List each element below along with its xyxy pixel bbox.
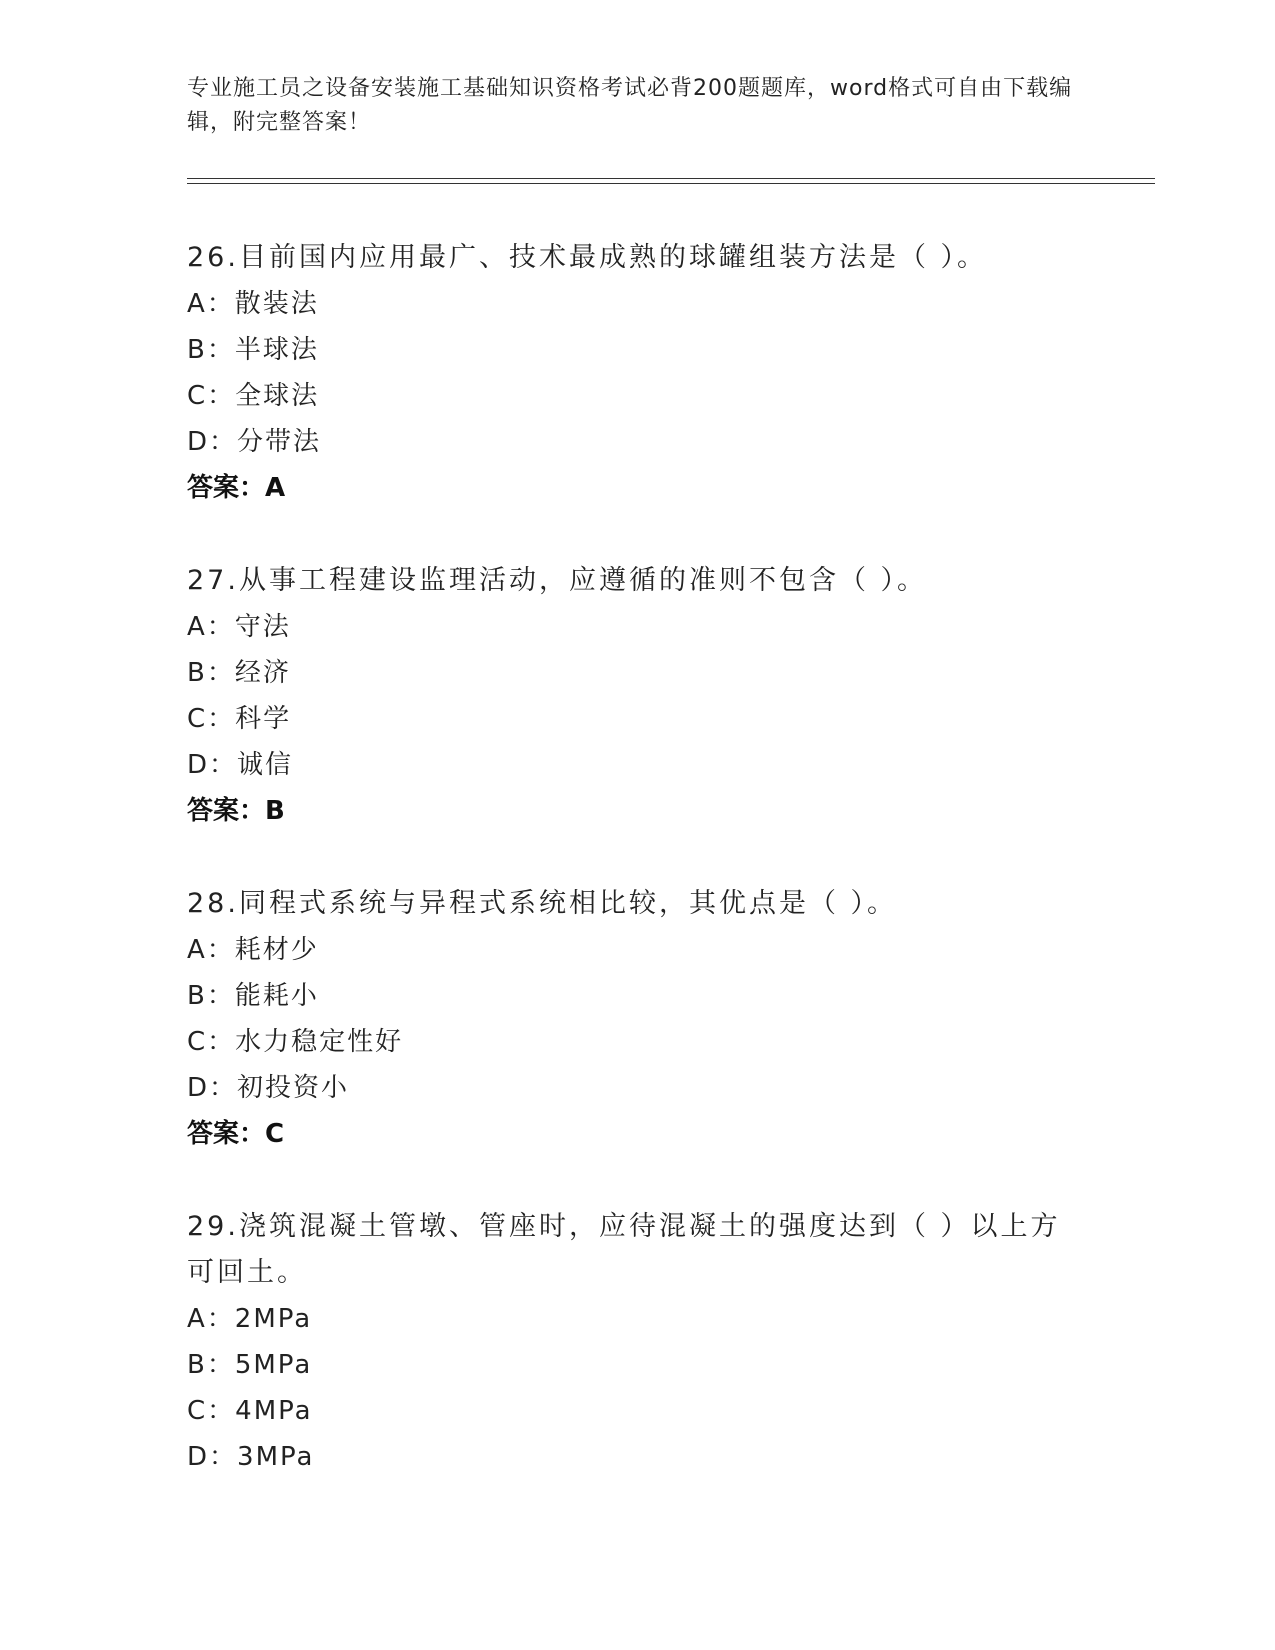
question-27	[187, 558, 1067, 834]
question-text: 27.从事工程建设监理活动，应遵循的准则不包含（ ）。	[187, 565, 928, 596]
option-d: D：分带法	[187, 427, 322, 457]
option-c: C：科学	[187, 704, 292, 734]
option-c: C：4MPa	[187, 1396, 313, 1426]
option-a: A：守法	[187, 612, 291, 642]
question-26	[187, 235, 1067, 511]
option-b: B：经济	[187, 658, 291, 688]
answer-text: 答案：A	[187, 473, 286, 503]
option-a: A：2MPa	[187, 1304, 313, 1334]
answer-text: 答案：C	[187, 1119, 285, 1149]
header-rule-bottom	[187, 183, 1155, 184]
option-d: D：诚信	[187, 750, 294, 780]
option-a: A：散装法	[187, 289, 319, 319]
question-list	[187, 235, 1067, 1527]
question-29	[187, 1204, 1067, 1480]
option-b: B：能耗小	[187, 981, 319, 1011]
document-header: 专业施工员之设备安装施工基础知识资格考试必背200题题库，word格式可自由下载编辑，附完整答案！	[187, 76, 1073, 135]
question-text: 28.同程式系统与异程式系统相比较，其优点是（ ）。	[187, 888, 898, 919]
option-c: C：全球法	[187, 381, 320, 411]
option-b: B：半球法	[187, 335, 319, 365]
question-28	[187, 881, 1067, 1157]
question-text: 26.目前国内应用最广、技术最成熟的球罐组装方法是（ ）。	[187, 242, 988, 273]
option-d: D：初投资小	[187, 1073, 350, 1103]
question-text: 29.浇筑混凝土管墩、管座时，应待混凝土的强度达到（ ）以上方可回土。	[187, 1211, 1061, 1288]
option-c: C：水力稳定性好	[187, 1027, 404, 1057]
option-d: D：3MPa	[187, 1442, 315, 1472]
option-a: A：耗材少	[187, 935, 319, 965]
answer-text: 答案：B	[187, 796, 285, 826]
header-rule-top	[187, 178, 1155, 179]
option-b: B：5MPa	[187, 1350, 313, 1380]
